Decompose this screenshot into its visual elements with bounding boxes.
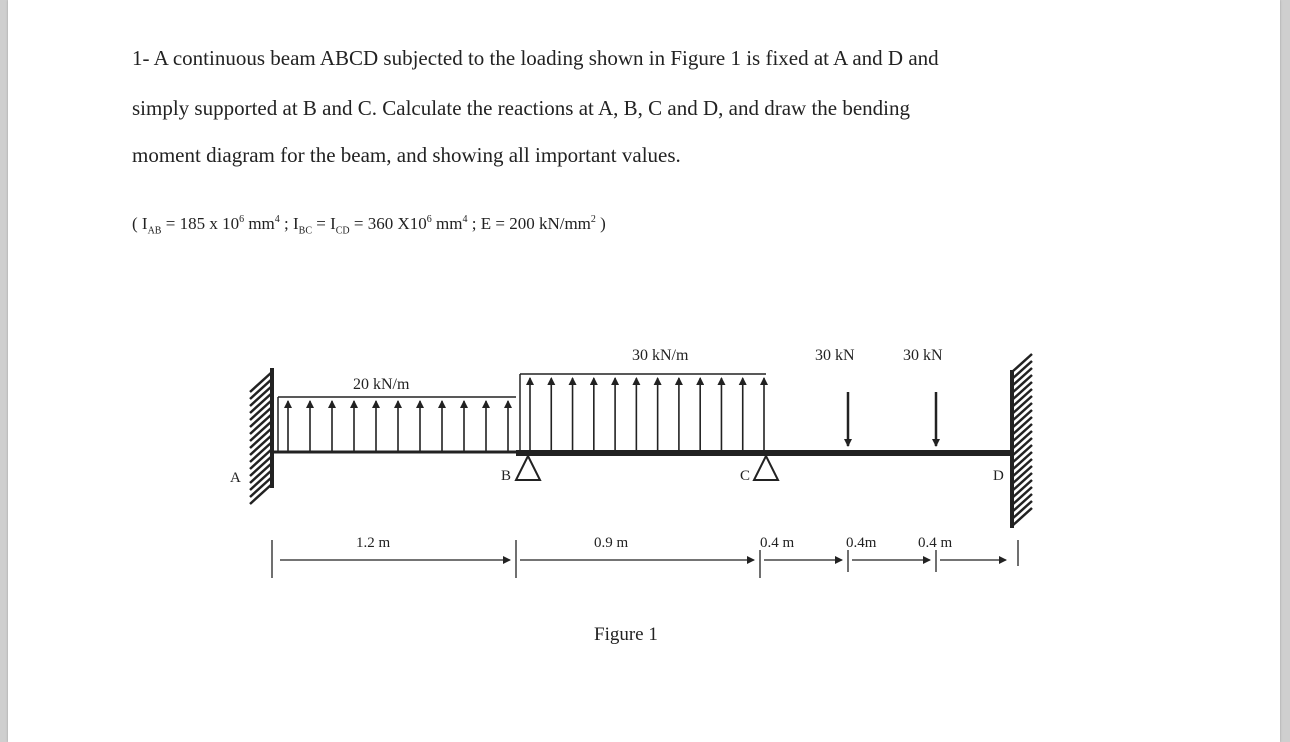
problem-text-line-1: 1- A continuous beam ABCD subjected to the loading shown in Figure 1 is fixed at A and D and (132, 46, 939, 70)
iab-exponent: 6 (239, 214, 245, 225)
props-close: ) (595, 214, 606, 233)
modulus-exponent: 2 (590, 214, 596, 225)
label-point-load-1: 30 kN (815, 347, 855, 364)
dim-seg-3: 0.4 m (918, 535, 953, 551)
dim-span-ab: 1.2 m (356, 535, 391, 551)
props-separator: ; I (279, 214, 299, 233)
label-a: A (230, 470, 241, 486)
iab-unit-exponent: 4 (274, 214, 280, 225)
props-open: ( I (132, 214, 148, 233)
icd-exponent: 6 (426, 214, 432, 225)
dim-seg-1: 0.4 m (760, 535, 795, 551)
label-point-load-2: 30 kN (903, 347, 943, 364)
problem-text-line-3: moment diagram for the beam, and showing all important values. (132, 143, 681, 167)
label-d: D (993, 468, 1004, 484)
dim-seg-2: 0.4m (846, 535, 877, 551)
label-udl-ab: 20 kN/m (353, 376, 410, 393)
props-equals: = I (312, 214, 336, 233)
dim-span-bc: 0.9 m (594, 535, 629, 551)
label-udl-bc: 30 kN/m (632, 347, 689, 364)
icd-subscript: CD (335, 225, 350, 237)
figure-caption: Figure 1 (594, 624, 658, 645)
label-c: C (740, 468, 751, 484)
label-b: B (501, 468, 512, 484)
iab-unit: mm (244, 214, 275, 233)
fixed-support-a (250, 368, 272, 504)
fixed-support-d (1012, 354, 1032, 528)
support-b-triangle (516, 456, 540, 480)
support-c-triangle (754, 456, 778, 480)
icd-unit-exponent: 4 (462, 214, 468, 225)
icd-value: = 360 X10 (349, 214, 427, 233)
icd-unit: mm (431, 214, 463, 233)
iab-value: = 185 x 10 (161, 214, 240, 233)
udl-bc (520, 374, 766, 452)
iab-subscript: AB (147, 225, 162, 237)
modulus-value: ; E = 200 kN/mm (467, 214, 591, 233)
udl-ab (278, 397, 516, 452)
ibc-subscript: BC (298, 225, 313, 237)
problem-text-line-2: simply supported at B and C. Calculate the reactions at A, B, C and D, and draw the bending (132, 96, 911, 120)
